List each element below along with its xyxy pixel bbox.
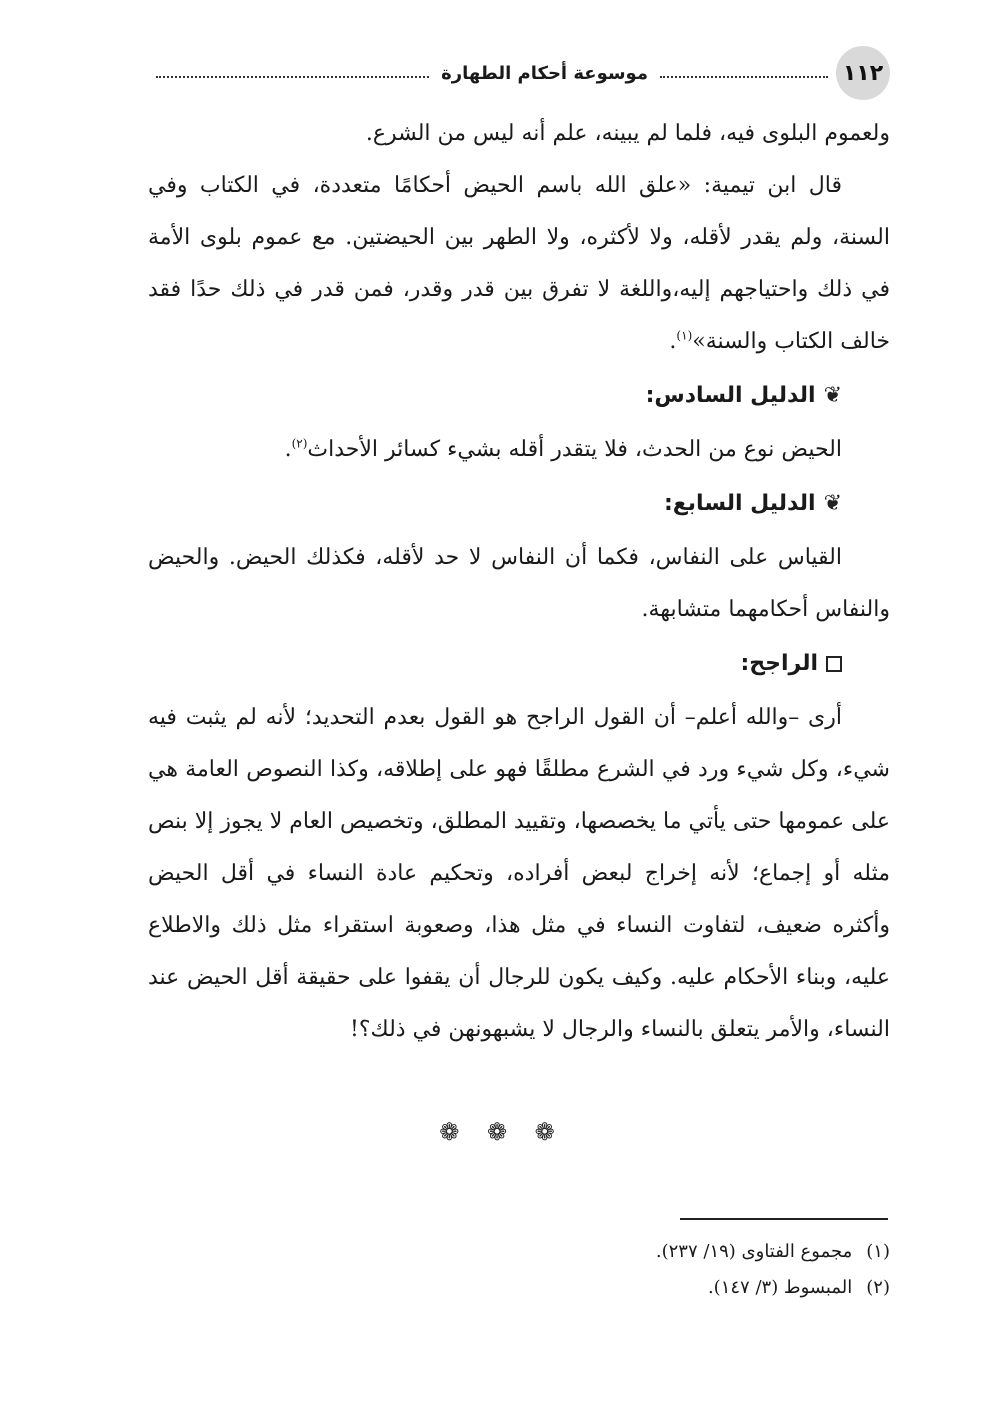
running-title: موسوعة أحكام الطهارة <box>441 62 648 84</box>
footnote-ref-2: (٢) <box>291 436 308 451</box>
footnotes <box>148 1234 890 1306</box>
footnote-2 <box>148 1270 890 1306</box>
quote-text: قال ابن تيمية: «علق الله باسم الحيض أحكامًا متعددة، في الكتاب وفي السنة، ولم يقدر لأقله، ولا لأكثره، ولا الطهر بين الحيضتين. مع عموم بلوى الأمة في ذلك واحتياجهم إليه،واللغة لا تفرق بين قدر وقدر، فمن قدر في ذلك حدًا فقد خالف الكتاب والسنة» <box>148 173 890 354</box>
leaf-bullet-icon: ❦ <box>823 491 842 516</box>
paragraph-5: أرى –والله أعلم– أن القول الراجح هو القول بعدم التحديد؛ لأنه لم يثبت فيه شيء، وكل شيء ورد في الشرع مطلقًا فهو على إطلاقه، وكذا النصوص العامة هي على عمومها حتى يأتي ما يخصصها، وتقييد المطلق، وتخصيص العام لا يجوز إلا بنص مثله أو إجماع؛ لأنه إخراج لبعض أفراده، وتحكيم عادة النساء في أقل الحيض وأكثره ضعيف، لتفاوت النساء في مثل هذا، وصعوبة استقراء مثل ذلك والاطلاع عليه، وبناء الأحكام عليه. وكيف يكون للرجال أن يقفوا على حقيقة أقل الحيض عند النساء، والأمر يتعلق بالنساء والرجال لا يشبهونهن في ذلك؟! <box>148 705 890 1042</box>
page-header <box>148 46 890 100</box>
leaf-bullet-icon: ❦ <box>823 383 842 408</box>
header-dots-right <box>660 76 828 78</box>
footnote-1 <box>148 1234 890 1270</box>
paragraph-4: القياس على النفاس، فكما أن النفاس لا حد لأقله، فكذلك الحيض. والحيض والنفاس أحكامهما متشابهة. <box>148 545 890 622</box>
paragraph-1: ولعموم البلوى فيه، فلما لم يبينه، علم أنه ليس من الشرع. <box>365 121 890 146</box>
footnote-separator <box>680 1218 888 1220</box>
footnote-ref-1: (١) <box>676 328 693 343</box>
heading-text: الدليل السادس: <box>645 383 816 408</box>
paragraph-2-end: . <box>669 329 677 354</box>
footnote-text: المبسوط (٣/ ١٤٧). <box>707 1277 853 1298</box>
section-ornament: ❁ ❁ ❁ <box>439 1118 565 1146</box>
heading-preferred-view <box>148 636 890 692</box>
main-text <box>148 108 890 1056</box>
paragraph-3-end: . <box>284 437 292 462</box>
heading-sixth-evidence <box>148 368 890 424</box>
paragraph-3 <box>148 424 890 476</box>
footnote-number: (١) <box>866 1241 890 1262</box>
footnote-number: (٢) <box>866 1277 890 1298</box>
page-number: ١١٢ <box>836 46 890 100</box>
footnote-text: مجموع الفتاوى (١٩/ ٢٣٧). <box>655 1241 853 1262</box>
heading-text: الدليل السابع: <box>663 491 816 516</box>
header-dots-left <box>156 76 429 78</box>
heading-text: الراجح: <box>740 651 818 676</box>
paragraph-3-text: الحيض نوع من الحدث، فلا يتقدر أقله بشيء كسائر الأحداث <box>307 437 842 462</box>
checkbox-icon <box>826 656 842 672</box>
paragraph-2 <box>148 160 890 368</box>
heading-seventh-evidence <box>148 476 890 532</box>
